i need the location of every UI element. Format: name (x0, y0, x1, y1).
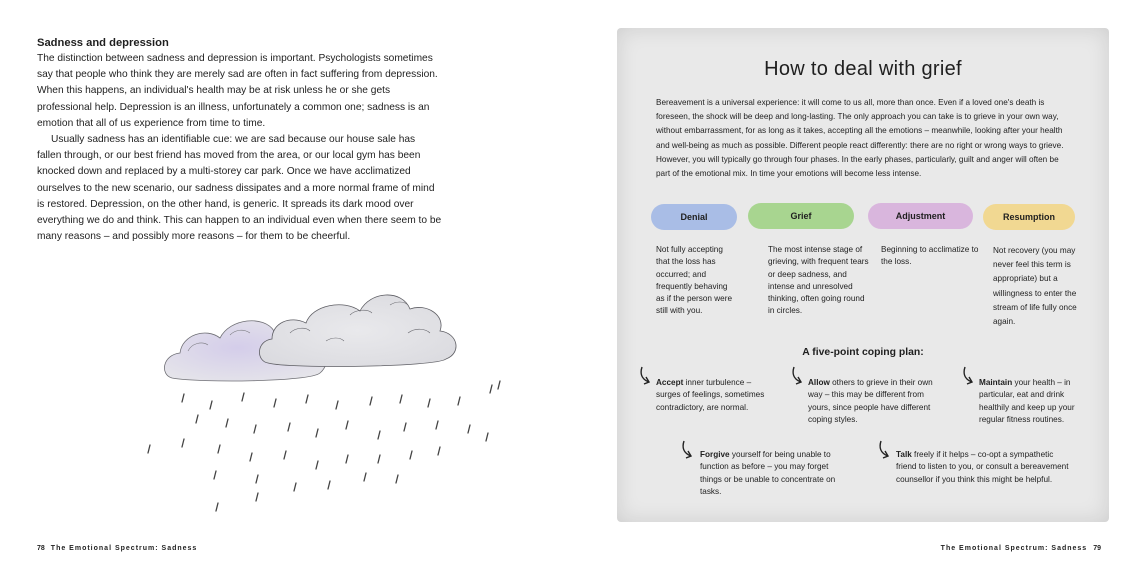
running-footer: The Emotional Spectrum: Sadness (940, 545, 1088, 552)
phase-desc-adjustment: Beginning to acclimatize to the loss. (881, 245, 979, 267)
tip-keyword: Forgive (700, 450, 730, 459)
phase-badge-resumption (983, 204, 1075, 230)
curved-arrow-icon (877, 439, 893, 461)
left-page-article (37, 35, 442, 245)
tip-keyword: Allow (808, 378, 830, 387)
phase-badge-grief (748, 203, 854, 229)
phase-badge-adjustment (868, 203, 973, 229)
phase-desc-resumption: Not recovery (you may never feel this term is appropriate) but a willingness to enter the stream of life fully once again. (993, 246, 1077, 327)
rain-cloud-illustration (140, 283, 520, 518)
right-page-footer (941, 545, 1101, 552)
phase-badge-denial (651, 204, 737, 230)
curved-arrow-icon (680, 439, 696, 461)
tip-allow (808, 377, 942, 426)
page-number: 79 (1093, 545, 1101, 552)
tip-forgive (700, 449, 842, 498)
article-paragraph-2: Usually sadness has an identifiable cue: we are sad because our house sale has fallen through, or our best friend has moved from the area, or our local gym has been knocked down and replaced by a multi-storey car park. Once we have acclimatized ourselves to the new scenario, our sadness dissipates and a more normal frame of mind is restored. Depression, on the other hand, is generic. It spreads its dark mood over everything we do and think. This can happen to an individual even when there seem to be many reasons – and possibly more reasons – for them to be cheerful. (37, 134, 442, 243)
left-page-footer (37, 545, 197, 552)
raindrops (148, 381, 500, 511)
panel-intro: Bereavement is a universal experience: it will come to us all, more than once. Even if a loved one's death is foreseen, the shock will be deep and long-lasting. The only approach you can take is to grieve in your own way, without embarrassment, for as long as it takes, accepting all the emotions – meanwhile, looking after your health and well-being as much as possible. Different people react differently: there are no right or wrong ways to grieve. However, you will typically go through four phases. In the early phases, particularly, guilt and anger will often be part of the emotional mix. In time your emotions will become less intense. (656, 98, 1064, 179)
phase-label: Resumption (1002, 212, 1055, 222)
article-heading: Sadness and depression (37, 37, 169, 49)
panel-title: How to deal with grief (764, 58, 962, 80)
grief-info-panel (617, 28, 1109, 522)
running-footer: The Emotional Spectrum: Sadness (50, 545, 198, 552)
tip-text: freely if it helps – co-opt a sympathetic friend to listen to you, or consult a bereavement counsellor if you think this might be helpful. (896, 450, 1069, 484)
tip-talk (896, 449, 1076, 486)
phase-label: Denial (680, 212, 708, 222)
phase-desc-denial: Not fully accepting that the loss has occurred; and frequently behaving as if the person were still with you. (656, 245, 733, 316)
article-paragraph-1: The distinction between sadness and depression is important. Psychologists sometimes say that people who think they are merely sad are often in fact suffering from depression. When this happens, an individual's health may be at risk unless he or she gets professional help. Depression is an illness, unfortunately a common one; sadness is an emotion that all of us experience from time to time. (37, 53, 438, 129)
curved-arrow-icon (790, 365, 806, 387)
coping-plan-title: A five-point coping plan: (802, 347, 924, 358)
tip-text: your health – in particular, eat and drink healthily and keep up your regular fitness routines. (979, 378, 1075, 424)
curved-arrow-icon (961, 365, 977, 387)
tip-keyword: Maintain (979, 378, 1013, 387)
tip-maintain (979, 377, 1091, 426)
tip-keyword: Accept (656, 378, 684, 387)
curved-arrow-icon (638, 365, 654, 387)
tip-keyword: Talk (896, 450, 912, 459)
tip-accept (656, 377, 768, 414)
tip-text: yourself for being unable to function as before – you may forget things or be unable to concentrate on tasks. (700, 450, 836, 496)
phase-label: Adjustment (895, 211, 946, 221)
phase-desc-grief: The most intense stage of grieving, with frequent tears or deep sadness, and intense and unresolved thinking, often going round in circles. (768, 245, 869, 316)
tip-text: inner turbulence – surges of feelings, sometimes contradictory, are normal. (656, 378, 765, 412)
phase-label: Grief (790, 211, 812, 221)
page-number: 78 (37, 545, 45, 552)
tip-text: others to grieve in their own way – this may be different from yours, since people have different coping styles. (808, 378, 933, 424)
